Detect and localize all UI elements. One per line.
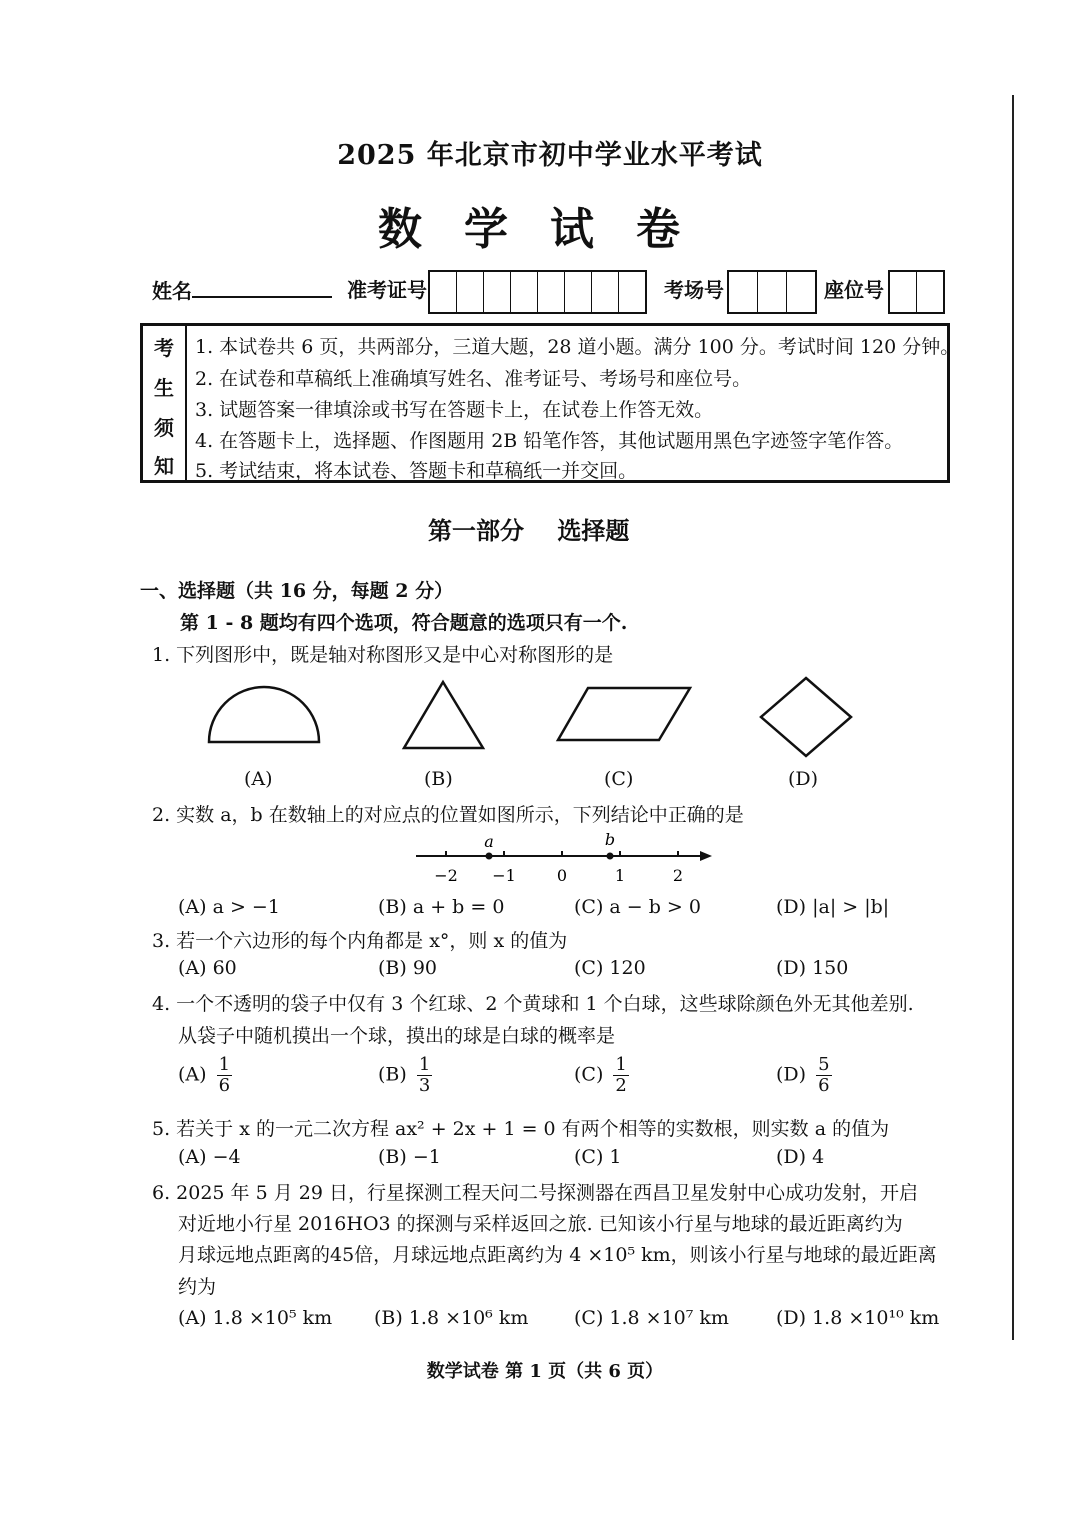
square-rhombus-shape [761, 678, 851, 756]
seat-label: 座位号 [824, 278, 884, 302]
numerator: 5 [818, 1054, 830, 1075]
page-footer: 数学试卷 第 1 页（共 6 页） [426, 1361, 664, 1382]
option-label: (A) [178, 1063, 207, 1086]
question-4-stem-line-1: 4. 一个不透明的袋子中仅有 3 个红球、2 个黄球和 1 个白球，这些球除颜色外无其他差别. [152, 993, 914, 1015]
question-2-option-c: (C) a − b > 0 [574, 896, 701, 918]
denominator: 3 [418, 1075, 431, 1096]
question-3-option-a: (A) 60 [178, 957, 237, 979]
notice-label-char: 考 [154, 336, 174, 360]
notice-item: 4. 在答题卡上，选择题、作图题用 2B 铅笔作答，其他试题用黑色字迹签字笔作答。 [195, 430, 904, 452]
numerator: 1 [615, 1054, 627, 1075]
name-blank[interactable] [192, 274, 332, 298]
question-3-option-d: (D) 150 [776, 957, 849, 979]
question-4-option-a [178, 1055, 232, 1096]
denominator: 2 [615, 1075, 627, 1096]
question-5-stem: 5. 若关于 x 的一元二次方程 ax² + 2x + 1 = 0 有两个相等的实数根，则实数 a 的值为 [152, 1118, 890, 1140]
seat-number-boxes[interactable] [888, 270, 945, 314]
ticket-label: 准考证号 [347, 278, 427, 302]
semicircle-shape [209, 687, 319, 742]
ticket-number-boxes[interactable] [428, 270, 647, 314]
numerator: 1 [218, 1054, 231, 1075]
binding-margin-line [1012, 95, 1014, 1340]
name-field [152, 274, 332, 304]
candidate-notice-box [140, 323, 960, 483]
question-1-stem: 1. 下列图形中，既是轴对称图形又是中心对称图形的是 [152, 644, 614, 666]
paper-title: 数学试卷 [378, 204, 722, 255]
question-3-option-b: (B) 90 [378, 957, 438, 979]
question-2-option-d: (D) |a| > |b| [776, 896, 890, 918]
question-2-stem: 2. 实数 a，b 在数轴上的对应点的位置如图所示，下列结论中正确的是 [152, 804, 744, 826]
fraction [417, 1055, 432, 1096]
notice-item: 5. 考试结束，将本试卷、答题卡和草稿纸一并交回。 [195, 460, 638, 482]
question-1-label-a: (A) [244, 768, 273, 790]
question-6-option-c: (C) 1.8 ×10⁷ km [574, 1307, 729, 1329]
option-label: (C) [574, 1063, 604, 1086]
question-5-option-c: (C) 1 [574, 1146, 622, 1168]
question-4-stem-line-2: 从袋子中随机摸出一个球，摸出的球是白球的概率是 [178, 1025, 616, 1047]
question-6-stem-line-1: 6. 2025 年 5 月 29 日，行星探测工程天问二号探测器在西昌卫星发射中心成功发射，开启 [152, 1182, 918, 1204]
tick-label: 2 [672, 866, 684, 885]
question-6-stem-line-2: 对近地小行星 2016HO3 的探测与采样返回之旅. 已知该小行星与地球的最近距离约为 [178, 1213, 903, 1235]
question-4-option-d [776, 1055, 832, 1096]
question-1-label-c: (C) [604, 768, 634, 790]
question-5-option-d: (D) 4 [776, 1146, 825, 1168]
question-6-option-d: (D) 1.8 ×10¹⁰ km [776, 1307, 940, 1329]
question-1-label-b: (B) [424, 768, 453, 790]
question-3-option-c: (C) 120 [574, 957, 646, 979]
fraction [816, 1055, 831, 1096]
number-line-diagram [410, 828, 720, 888]
question-4-option-b [378, 1055, 432, 1096]
number-line-arrow [700, 851, 712, 861]
fraction [613, 1055, 628, 1096]
notice-item: 1. 本试卷共 6 页，共两部分，三道大题，28 道小题。满分 100 分。考试时间 120 分钟。 [195, 336, 960, 358]
notice-item: 3. 试题答案一律填涂或书写在答题卡上，在试卷上作答无效。 [195, 399, 714, 421]
denominator: 6 [218, 1075, 231, 1096]
notice-label-char: 知 [154, 454, 174, 478]
point-b [607, 853, 614, 860]
question-6-stem-line-3: 月球远地点距离的45倍，月球远地点距离约为 4 ×10⁵ km，则该小行星与地球的最近距离 [178, 1244, 937, 1266]
point-a [486, 853, 493, 860]
denominator: 6 [818, 1075, 830, 1096]
part-one-title: 第一部分 选择题 [428, 516, 630, 545]
tick-label: 1 [614, 866, 626, 885]
fraction [217, 1055, 232, 1096]
notice-label-char: 生 [154, 376, 174, 400]
option-label: (D) [776, 1063, 807, 1086]
point-b-label: b [604, 830, 616, 849]
notice-item: 2. 在试卷和草稿纸上准确填写姓名、准考证号、考场号和座位号。 [195, 368, 752, 390]
question-2-option-a: (A) a > −1 [178, 896, 280, 918]
room-number-boxes[interactable] [727, 270, 817, 314]
name-label: 姓名 [152, 279, 192, 303]
room-label: 考场号 [664, 278, 724, 302]
question-6-option-a: (A) 1.8 ×10⁵ km [178, 1307, 333, 1329]
option-label: (B) [378, 1063, 407, 1086]
notice-label-column [143, 326, 187, 480]
tick-label: 0 [556, 866, 568, 885]
question-1-label-d: (D) [788, 768, 819, 790]
question-2-option-b: (B) a + b = 0 [378, 896, 505, 918]
question-5-option-a: (A) −4 [178, 1146, 241, 1168]
exam-title: 2025 年北京市初中学业水平考试 [337, 140, 763, 171]
question-1-figures [195, 676, 865, 762]
question-4-option-c [574, 1055, 629, 1096]
question-6-stem-line-4: 约为 [178, 1276, 217, 1298]
question-6-option-b: (B) 1.8 ×10⁶ km [374, 1307, 529, 1329]
notice-label-char: 须 [154, 416, 174, 440]
question-3-stem: 3. 若一个六边形的每个内角都是 x°，则 x 的值为 [152, 930, 568, 952]
tick-label: −2 [434, 866, 458, 885]
numerator: 1 [418, 1054, 431, 1075]
question-5-option-b: (B) −1 [378, 1146, 441, 1168]
section-instruction: 第 1 - 8 题均有四个选项，符合题意的选项只有一个. [180, 612, 628, 634]
section-heading: 一、选择题（共 16 分，每题 2 分） [140, 580, 454, 602]
parallelogram-shape [558, 688, 690, 740]
tick-label: −1 [492, 866, 516, 885]
point-a-label: a [484, 832, 494, 851]
triangle-shape [404, 682, 483, 748]
